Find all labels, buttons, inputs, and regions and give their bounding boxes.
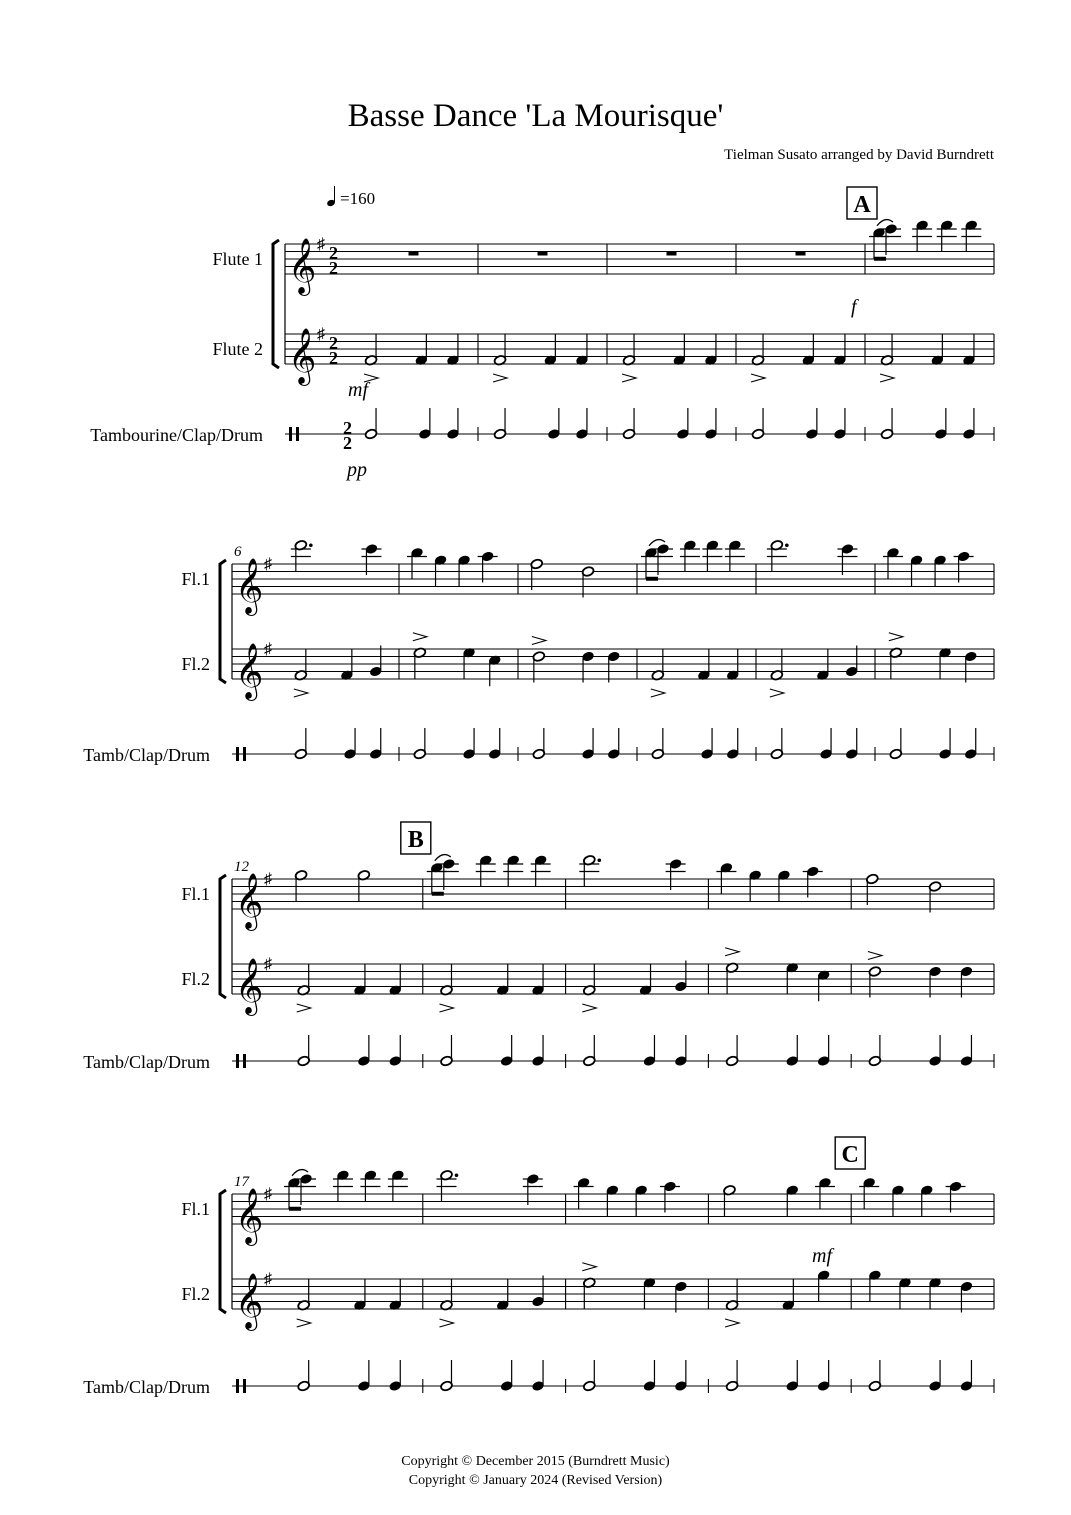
quarter-note: [726, 649, 739, 681]
quarter-note: [817, 970, 830, 1002]
half-note: [866, 873, 879, 905]
perc-half-note: [413, 728, 426, 760]
perc-quarter-note: [817, 1035, 830, 1067]
accent-mark: [297, 1319, 311, 1327]
perc-quarter-note: [805, 408, 818, 440]
perc-quarter-note: [928, 1360, 941, 1392]
accent-mark: [651, 689, 665, 697]
eighth-note: [299, 1173, 312, 1205]
quarter-note: [479, 855, 492, 887]
key-signature-sharp: ♯: [264, 1186, 272, 1203]
quarter-note: [606, 1185, 619, 1217]
treble-clef-icon: 𝄞: [235, 958, 264, 1014]
quarter-note: [577, 1177, 590, 1209]
percussion-clef-icon: [296, 427, 299, 441]
perc-half-note: [651, 728, 664, 760]
half-note: [294, 540, 312, 572]
perc-quarter-note: [531, 1360, 544, 1392]
staff-label: Fl.1: [181, 884, 210, 904]
quarter-note: [960, 966, 973, 998]
perc-quarter-note: [500, 1360, 513, 1392]
quarter-note: [898, 1277, 911, 1309]
staff-label: Tambourine/Clap/Drum: [90, 425, 263, 445]
half-note: [532, 637, 546, 683]
system-bracket: [273, 240, 279, 368]
perc-half-note: [364, 408, 377, 440]
accent-mark: [294, 689, 308, 697]
quarter-note: [669, 858, 682, 890]
half-note: [357, 870, 370, 902]
accent-mark: [582, 1004, 596, 1012]
accent-mark: [725, 1319, 739, 1327]
quarter-note: [353, 964, 366, 996]
quarter-note: [938, 647, 951, 679]
whole-rest: [409, 252, 419, 256]
accent-mark: [439, 1319, 453, 1327]
accent-mark: [770, 689, 784, 697]
perc-half-note: [770, 728, 783, 760]
half-note: [530, 558, 543, 590]
perc-half-note: [725, 1360, 738, 1392]
perc-quarter-note: [357, 1035, 370, 1067]
perc-quarter-note: [928, 1035, 941, 1067]
quarter-note: [728, 540, 741, 572]
perc-half-note: [880, 408, 893, 440]
perc-half-note: [868, 1360, 881, 1392]
half-note: [723, 1185, 736, 1217]
quarter-note: [639, 964, 652, 996]
quarter-note: [940, 220, 953, 252]
perc-half-note: [297, 1360, 310, 1392]
half-note: [868, 952, 882, 998]
quarter-note: [496, 1279, 509, 1311]
bar-number: 6: [234, 544, 242, 560]
perc-quarter-note: [369, 728, 382, 760]
perc-half-note: [751, 408, 764, 440]
quarter-note: [891, 1185, 904, 1217]
perc-quarter-note: [700, 728, 713, 760]
staff-label: Fl.2: [181, 654, 210, 674]
quarter-note: [340, 649, 353, 681]
dynamic-marking: mf: [348, 379, 368, 401]
perc-half-note: [294, 728, 307, 760]
quarter-note: [786, 962, 799, 994]
treble-clef-icon: 𝄞: [235, 1273, 264, 1329]
half-note: [583, 855, 601, 887]
percussion-clef-icon: [289, 427, 292, 441]
quarter-note: [391, 1170, 404, 1202]
perc-quarter-note: [446, 408, 459, 440]
quarter-note: [786, 1185, 799, 1217]
perc-quarter-note: [704, 408, 717, 440]
treble-clef-icon: 𝄞: [235, 558, 264, 614]
quarter-note: [389, 1279, 402, 1311]
quarter-note: [777, 870, 790, 902]
key-signature-sharp: ♯: [264, 871, 272, 888]
quarter-note: [364, 1170, 377, 1202]
time-signature-denominator: 2: [343, 433, 352, 453]
perc-quarter-note: [500, 1035, 513, 1067]
staff-label: Tamb/Clap/Drum: [83, 1052, 210, 1072]
quarter-note: [457, 555, 470, 587]
key-signature-sharp: ♯: [264, 641, 272, 658]
quarter-note: [365, 543, 378, 575]
time-signature-numerator: 2: [329, 333, 338, 353]
staff-label: Fl.2: [181, 969, 210, 989]
quarter-note: [806, 866, 819, 898]
quarter-note: [782, 1279, 795, 1311]
perc-half-note: [440, 1035, 453, 1067]
staff-label: Tamb/Clap/Drum: [83, 1377, 210, 1397]
accent-mark: [868, 952, 882, 960]
time-signature-denominator: 2: [329, 348, 338, 368]
staff-label: Fl.2: [181, 1284, 210, 1304]
half-note: [928, 881, 941, 913]
half-note: [581, 566, 594, 598]
perc-quarter-note: [964, 728, 977, 760]
quarter-note: [704, 334, 717, 366]
quarter-note: [434, 555, 447, 587]
quarter-note: [957, 551, 970, 583]
quarter-note: [663, 1181, 676, 1213]
perc-quarter-note: [357, 1360, 370, 1392]
percussion-clef-icon: [243, 747, 246, 761]
perc-half-note: [440, 1360, 453, 1392]
quarter-note: [544, 334, 557, 366]
dot: [597, 858, 601, 862]
perc-quarter-note: [845, 728, 858, 760]
treble-clef-icon: 𝄞: [235, 643, 264, 699]
perc-quarter-note: [581, 728, 594, 760]
perc-quarter-note: [786, 1360, 799, 1392]
half-note: [770, 540, 788, 572]
accent-mark: [582, 1263, 596, 1271]
quarter-note: [949, 1181, 962, 1213]
quarter-note: [962, 334, 975, 366]
perc-quarter-note: [934, 408, 947, 440]
eighth-note: [656, 543, 669, 575]
dot: [455, 1173, 459, 1177]
quarter-note: [720, 862, 733, 894]
perc-quarter-note: [786, 1035, 799, 1067]
perc-half-note: [583, 1360, 596, 1392]
time-signature-denominator: 2: [329, 258, 338, 278]
perc-half-note: [622, 408, 635, 440]
rehearsal-mark: C: [841, 1142, 859, 1168]
quarter-note: [916, 220, 929, 252]
quarter-note: [928, 1277, 941, 1309]
quarter-note: [369, 646, 382, 678]
key-signature-sharp: ♯: [317, 326, 325, 343]
perc-quarter-note: [938, 728, 951, 760]
perc-quarter-note: [674, 1360, 687, 1392]
quarter-note: [488, 655, 501, 687]
eighth-note: [442, 858, 455, 890]
perc-quarter-note: [960, 1035, 973, 1067]
bar-number: 17: [234, 1174, 249, 1190]
tempo-quarter-icon: [326, 186, 336, 207]
key-signature-sharp: ♯: [264, 956, 272, 973]
accent-mark: [751, 374, 765, 382]
quarter-note: [496, 964, 509, 996]
percussion-clef-icon: [243, 1379, 246, 1393]
accent-mark: [532, 637, 546, 645]
half-note: [294, 870, 307, 902]
perc-quarter-note: [462, 728, 475, 760]
dot: [309, 543, 313, 547]
percussion-clef-icon: [236, 1054, 239, 1068]
quarter-note: [841, 543, 854, 575]
quarter-note: [531, 1276, 544, 1308]
perc-quarter-note: [547, 408, 560, 440]
quarter-note: [674, 1281, 687, 1313]
system-bracket: [220, 560, 226, 683]
quarter-note: [683, 540, 696, 572]
quarter-note: [965, 220, 978, 252]
perc-quarter-note: [960, 1360, 973, 1392]
quarter-note: [635, 1185, 648, 1217]
perc-quarter-note: [726, 728, 739, 760]
quarter-note: [964, 651, 977, 683]
quarter-note: [462, 647, 475, 679]
eighth-note: [884, 223, 897, 255]
quarter-note: [389, 964, 402, 996]
perc-quarter-note: [607, 728, 620, 760]
treble-clef-icon: 𝄞: [288, 328, 317, 384]
time-signature-numerator: 2: [343, 418, 352, 438]
whole-rest: [796, 252, 806, 256]
perc-quarter-note: [531, 1035, 544, 1067]
accent-mark: [889, 633, 903, 641]
whole-rest: [667, 252, 677, 256]
quarter-note: [868, 1270, 881, 1302]
perc-quarter-note: [643, 1360, 656, 1392]
quarter-note: [446, 334, 459, 366]
accent-mark: [413, 633, 427, 641]
system-bracket: [220, 1190, 226, 1313]
half-note: [440, 1170, 458, 1202]
quarter-note: [531, 964, 544, 996]
staff-label: Tamb/Clap/Drum: [83, 745, 210, 765]
quarter-note: [643, 1277, 656, 1309]
perc-quarter-note: [575, 408, 588, 440]
perc-quarter-note: [819, 728, 832, 760]
perc-quarter-note: [643, 1035, 656, 1067]
eighth-note: [872, 227, 885, 259]
key-signature-sharp: ♯: [317, 236, 325, 253]
quarter-note: [802, 334, 815, 366]
perc-quarter-note: [389, 1035, 402, 1067]
quarter-note: [920, 1185, 933, 1217]
quarter-note: [749, 870, 762, 902]
bar-number: 12: [234, 859, 249, 875]
treble-clef-icon: 𝄞: [235, 873, 264, 929]
perc-half-note: [297, 1035, 310, 1067]
quarter-note: [706, 540, 719, 572]
accent-mark: [297, 1004, 311, 1012]
quarter-note: [336, 1170, 349, 1202]
copyright-line-2: Copyright © January 2024 (Revised Version): [408, 1473, 663, 1488]
eighth-note: [430, 862, 443, 894]
perc-quarter-note: [389, 1360, 402, 1392]
percussion-clef-icon: [236, 1379, 239, 1393]
percussion-clef-icon: [243, 1054, 246, 1068]
quarter-note: [534, 855, 547, 887]
quarter-note: [507, 855, 520, 887]
dot: [785, 543, 789, 547]
dynamic-marking: f: [851, 296, 857, 318]
key-signature-sharp: ♯: [264, 1271, 272, 1288]
accent-mark: [725, 948, 739, 956]
quarter-note: [833, 334, 846, 366]
key-signature-sharp: ♯: [264, 556, 272, 573]
staff-label: Fl.1: [181, 569, 210, 589]
quarter-note: [816, 649, 829, 681]
accent-mark: [622, 374, 636, 382]
perc-quarter-note: [817, 1360, 830, 1392]
perc-quarter-note: [676, 408, 689, 440]
quarter-note: [607, 651, 620, 683]
score-title: Basse Dance 'La Mourisque': [347, 98, 724, 134]
perc-quarter-note: [488, 728, 501, 760]
dynamic-marking: pp: [347, 459, 367, 481]
quarter-note: [863, 1177, 876, 1209]
quarter-note: [817, 1270, 830, 1302]
perc-quarter-note: [674, 1035, 687, 1067]
quarter-note: [526, 1173, 539, 1205]
composer-credit: Tielman Susato arranged by David Burndrett: [724, 147, 994, 163]
quarter-note: [933, 555, 946, 587]
staff-label: Flute 1: [212, 249, 263, 269]
whole-rest: [538, 252, 548, 256]
quarter-note: [928, 966, 941, 998]
quarter-note: [410, 547, 423, 579]
dynamic-marking: mf: [812, 1245, 832, 1267]
perc-half-note: [493, 408, 506, 440]
quarter-note: [845, 646, 858, 678]
quarter-note: [415, 334, 428, 366]
quarter-note: [818, 1177, 831, 1209]
time-signature-numerator: 2: [329, 243, 338, 263]
quarter-note: [673, 334, 686, 366]
rehearsal-mark: B: [407, 827, 424, 853]
perc-quarter-note: [343, 728, 356, 760]
perc-half-note: [725, 1035, 738, 1067]
staff-label: Fl.1: [181, 1199, 210, 1219]
accent-mark: [880, 374, 894, 382]
accent-mark: [439, 1004, 453, 1012]
perc-half-note: [868, 1035, 881, 1067]
perc-half-note: [889, 728, 902, 760]
quarter-note: [697, 649, 710, 681]
perc-quarter-note: [418, 408, 431, 440]
copyright-line-1: Copyright © December 2015 (Burndrett Music): [401, 1454, 670, 1469]
quarter-note: [674, 961, 687, 993]
percussion-clef-icon: [236, 747, 239, 761]
perc-half-note: [532, 728, 545, 760]
quarter-note: [960, 1281, 973, 1313]
staff-label: Flute 2: [212, 339, 263, 359]
system-bracket: [220, 875, 226, 998]
quarter-note: [886, 547, 899, 579]
treble-clef-icon: 𝄞: [235, 1188, 264, 1244]
quarter-note: [481, 551, 494, 583]
tempo-marking: =160: [340, 189, 376, 208]
accent-mark: [493, 374, 507, 382]
eighth-note: [287, 1177, 300, 1209]
quarter-note: [581, 651, 594, 683]
perc-quarter-note: [833, 408, 846, 440]
treble-clef-icon: 𝄞: [288, 238, 317, 294]
quarter-note: [353, 1279, 366, 1311]
quarter-note: [931, 334, 944, 366]
perc-quarter-note: [962, 408, 975, 440]
eighth-note: [644, 547, 657, 579]
quarter-note: [910, 555, 923, 587]
rehearsal-mark: A: [853, 192, 871, 218]
quarter-note: [575, 334, 588, 366]
perc-half-note: [583, 1035, 596, 1067]
